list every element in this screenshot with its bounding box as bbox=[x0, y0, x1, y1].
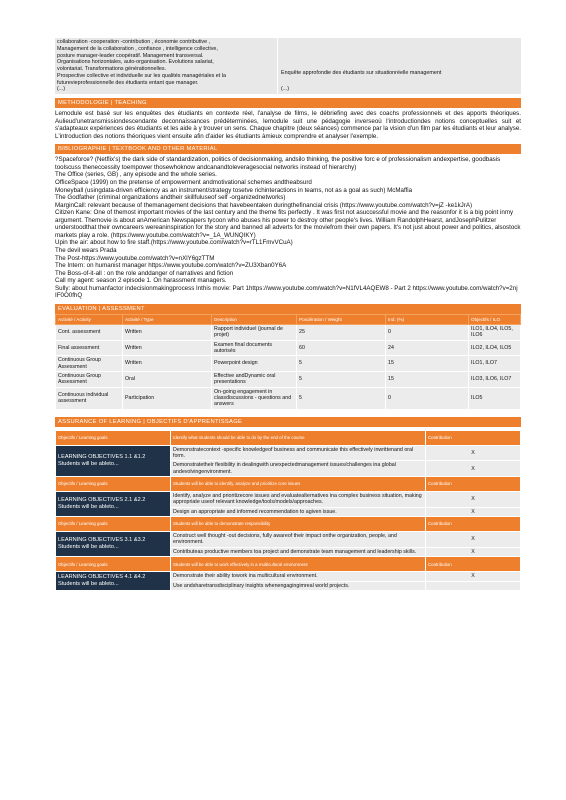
bibliography-list bbox=[55, 156, 521, 300]
table-row bbox=[56, 340, 521, 356]
bibliography-entry: The Godfather (criminal organizations andtheir skillfuluseof self -organizednetworks) bbox=[55, 194, 286, 202]
header-cell: Students will be able to demonstrate responsibility bbox=[171, 517, 426, 532]
objectives-header-row bbox=[56, 430, 521, 445]
course-syllabus bbox=[55, 38, 521, 591]
contribution-mark bbox=[426, 581, 521, 590]
table-cell: Continuous Group Assessment bbox=[56, 356, 123, 372]
bibliography-entry: Moneyball (usingdata-driven efficiency as an instrument/strategy tosetve richinteractions in teams, not as a goal as such) McMaffia bbox=[55, 186, 413, 194]
objectives-header-row bbox=[56, 517, 521, 532]
table-cell: 5 bbox=[297, 372, 386, 388]
header-cell: Contribution bbox=[426, 517, 521, 532]
methodology-text: Lemodule est basé sur les enquêtes des étudiants en contexte réel, l'analyse de films, le débriefing avec des coachs professionnels et des apports théoriques. Aulieud'unetransmissiondescendante deconnaissances prédéterminées, lemodule suit une pédagogie inverseoù l'introductiondes notions conceptuelles suit et s'adapteaux expériences des étudiants et les aide à y trouver un sens. Chaque chapitre (deux séances) commence par la vision d'un film par les étudiants et leur analyse. L'introduction des notions théoriques vient ensuite afin d'aider les étudiants àmieux comprendre et analyser l'exemple. bbox=[55, 110, 522, 140]
table-cell: ILO3, ILO6, ILO7 bbox=[469, 372, 521, 388]
evaluation-table bbox=[55, 314, 521, 410]
topic-line: posture manager-leader coopératif. Management transversal. bbox=[57, 52, 204, 59]
methodology-heading: METHODOLOGIE | TEACHING bbox=[55, 98, 521, 108]
table-row bbox=[56, 387, 521, 409]
bibliography-entry: The Intern: on humanist manager https://www.youtube.com/watch?v=ZU3Xban0Y6A bbox=[55, 262, 287, 270]
header-cell: Students will be able to work effectively in a multicultural environment bbox=[171, 557, 426, 572]
objective-label: LEARNING OBJECTIVES 2.1 &2.2 Students will be ableto... bbox=[56, 492, 171, 517]
contribution-mark: X bbox=[426, 572, 521, 581]
table-row bbox=[56, 324, 521, 340]
header-cell: Objectifs / Learning goals bbox=[56, 557, 171, 572]
objective-text: Demonstratecontext -specific knowledgeof business and communicate this effectively inwrittenand oral form. bbox=[171, 445, 426, 461]
table-cell: Powerpoint design bbox=[212, 356, 297, 372]
topic-line: Organisations horizontales, auto-organisation. Evolutions salariat, bbox=[57, 59, 214, 66]
table-cell: Rapport individuel (journal de projet) bbox=[212, 324, 297, 340]
header-cell: Objectifs / Learning goals bbox=[56, 517, 171, 532]
bibliography-entry: Citizen Kane: One of themost important movies of the last century and the theme fits perfectly . It was first not asuccessful movie and the reasonfor it is a big point inmy argument. Themovie is about anAmerican Newspapers tycoon who abuses his power to destroy other people's lives. William RandolphHearst, andJosephPulitzer understoodthat their owncareers wereaninspiration for the story and banned all adverts for the moviefrom their own papers. It's not just about power and politics, alsostock markets play a role. (https://www.youtube.com/watch?v=_1A_WUNQIKY) bbox=[55, 209, 521, 239]
header-cell: Objectifs / Learning goals bbox=[56, 477, 171, 492]
table-cell: Final assessment bbox=[56, 340, 123, 356]
work-line: (...) bbox=[281, 86, 290, 93]
bibliography-entry: Sully: about humanfactor indecisionmakingprocess Inthis movie: Part 1https://www.youtube.com/watch?v=N1fVL4AQEW8 - Part 2 https://www.youtube.com/watch?v=2nj IF0O0fhQ bbox=[55, 284, 518, 300]
objective-row bbox=[56, 532, 521, 548]
objectives-header-row bbox=[56, 557, 521, 572]
work-line: Enquête approfondie des étudiants sur situationréelle management bbox=[281, 69, 442, 76]
table-cell: 60 bbox=[297, 340, 386, 356]
work-column bbox=[278, 38, 521, 94]
objective-text: Use andsharetransdisciplinary insights whenengagingimreal world projects. bbox=[171, 581, 426, 590]
objective-row bbox=[56, 492, 521, 508]
table-cell: ILO1, ILO7 bbox=[469, 356, 521, 372]
objective-text: Construct well thought -out decisions, fully awareof their impact onthe organization, people, and environment. bbox=[171, 532, 426, 548]
evaluation-header-row bbox=[56, 314, 521, 324]
table-cell: On-going engagement in classdiscussions - questions and answers bbox=[212, 387, 297, 409]
table-cell: Continuous Group Assessment bbox=[56, 372, 123, 388]
topic-line: collaboration -cooperation -contribution , économie contributive , bbox=[57, 39, 211, 45]
objectives-header-row bbox=[56, 477, 521, 492]
objective-text: Identify, analyze and prioritizecore issues and evaluatealternatives ina complex business situation, making appropriate useof relevant knowledge/tools/models/approaches. bbox=[171, 492, 426, 508]
topic-line: volontariat. Transformations générationnelles. bbox=[57, 66, 167, 72]
column-header: Activité / Activity bbox=[56, 314, 123, 324]
bibliography-heading: BIBLIOGRAPHIE | TEXTBOOK AND OTHER MATERIAL bbox=[55, 144, 521, 154]
table-cell: Cont. assessment bbox=[56, 324, 123, 340]
assurance-heading: ASSURANCE OF LEARNING | OBJECTIFS D'APPRENTISSAGE bbox=[55, 417, 521, 427]
table-row bbox=[56, 356, 521, 372]
column-header: Activité / Type bbox=[123, 314, 212, 324]
column-header: Ind. (%) bbox=[386, 314, 469, 324]
objective-label: LEARNING OBJECTIVES 1.1 &1.2 Students will be ableto... bbox=[56, 445, 171, 476]
objective-row bbox=[56, 445, 521, 461]
objective-text: Demonstrate their ability towork ina multicultural environment. bbox=[171, 572, 426, 581]
table-cell: 0 bbox=[386, 387, 469, 409]
topics-column bbox=[55, 38, 278, 94]
topic-line: Management de la collaboration , confiance , intelligence collective, bbox=[57, 45, 218, 52]
table-cell: 15 bbox=[386, 372, 469, 388]
bibliography-entry: MarginCall: relevant because of themanagement decisions that havebeentaken duringthefinancial crisis (https://www.youtube.com/watch?v=jZ -ke1kJrA) bbox=[55, 201, 473, 209]
table-cell: 0 bbox=[386, 324, 469, 340]
contribution-mark: X bbox=[426, 547, 521, 556]
contribution-mark: X bbox=[426, 461, 521, 477]
contribution-mark: X bbox=[426, 492, 521, 508]
contribution-mark: X bbox=[426, 532, 521, 548]
bibliography-entry: ?Spaceforce? (Netflix's) the dark side of standardization, politics of decisionmaking, andsilo thinking, the positive forc e of professionalism andexpertise, goodbasis toolscuss theneccessity toempower thosewhoknow andcanandtoleveragesocial networks instead of hierarchy) bbox=[55, 156, 501, 171]
column-header: Objectifs / ILO bbox=[469, 314, 521, 324]
objective-label: LEARNING OBJECTIVES 4.1 &4.2 Students will be ableto... bbox=[56, 572, 171, 591]
bibliography-entry: Call my agent: season 2 episode 1. On harassment managers. bbox=[55, 277, 227, 285]
bibliography-entry: The Boss-of-it-all : on the role anddanger of narratives and fiction bbox=[55, 269, 234, 277]
objective-label: LEARNING OBJECTIVES 3.1 &3.2 Students will be ableto... bbox=[56, 532, 171, 557]
bibliography-entry: Upin the air: about how to fire staff.(https://www.youtube.com/watch?v=rTL1FmvVCuA) bbox=[55, 239, 293, 247]
objective-row bbox=[56, 572, 521, 581]
header-cell: Students will be able to identify, analyze and prioritize core issues bbox=[171, 477, 426, 492]
header-cell: Identify what students should be able to do by the end of the course bbox=[171, 430, 426, 445]
table-cell: ILO2, ILO4, ILO5 bbox=[469, 340, 521, 356]
table-cell: Continuous individual assessment bbox=[56, 387, 123, 409]
table-cell: Oral bbox=[123, 372, 212, 388]
evaluation-heading: EVALUATION | ASSESSMENT bbox=[55, 304, 521, 314]
table-cell: ILO5 bbox=[469, 387, 521, 409]
table-cell: Effective andDynamic oral presentations bbox=[212, 372, 297, 388]
topic-line: (...) bbox=[57, 86, 66, 93]
table-cell: Written bbox=[123, 340, 212, 356]
table-cell: Examen final documents autorisés bbox=[212, 340, 297, 356]
table-cell: 24 bbox=[386, 340, 469, 356]
table-cell: ILO1, ILO4, ILO5, ILO6 bbox=[469, 324, 521, 340]
header-cell: Objectifs / Learning goals bbox=[56, 430, 171, 445]
table-cell: 5 bbox=[297, 356, 386, 372]
header-cell: Contribution bbox=[426, 430, 521, 445]
bibliography-entry: The Office (series, GB) , any episode and the whole series. bbox=[55, 171, 217, 179]
bibliography-entry: The Post-https://www.youtube.com/watch?v=nXlY6gzTTM bbox=[55, 254, 215, 262]
column-header: Description bbox=[212, 314, 297, 324]
table-cell: 25 bbox=[297, 324, 386, 340]
table-row bbox=[56, 372, 521, 388]
table-cell: Participation bbox=[123, 387, 212, 409]
objective-text: Demonstratetheir flexibility in dealingwith unexpectedmanagement issues/challenges ina global andevolvingenvironment. bbox=[171, 461, 426, 477]
table-cell: 15 bbox=[386, 356, 469, 372]
bibliography-entry: The devil wears Prada bbox=[55, 247, 117, 254]
header-cell: Contribution bbox=[426, 557, 521, 572]
objective-text: Contributeas productive members toa project and demonstrate team management and leadership skills. bbox=[171, 547, 426, 556]
topic-line: Prospective collective et individuelle sur les qualités managériales et la futurevieprofessionnelle des étudiants entant que manager. bbox=[57, 72, 226, 86]
table-cell: Written bbox=[123, 324, 212, 340]
column-header: Pondération / Weight bbox=[297, 314, 386, 324]
learning-objectives-table bbox=[55, 430, 521, 591]
contribution-mark: X bbox=[426, 507, 521, 516]
objective-text: Design an appropriate and informed recommendation to agiven issue. bbox=[171, 507, 426, 516]
content-summary-block bbox=[55, 38, 521, 94]
header-cell: Contribution bbox=[426, 477, 521, 492]
table-cell: Written bbox=[123, 356, 212, 372]
bibliography-entry: OfficeSpace (1999) on the pretense of empowerment andmotivational schemes andtheabsurd bbox=[55, 178, 312, 186]
contribution-mark: X bbox=[426, 445, 521, 461]
table-cell: 5 bbox=[297, 387, 386, 409]
